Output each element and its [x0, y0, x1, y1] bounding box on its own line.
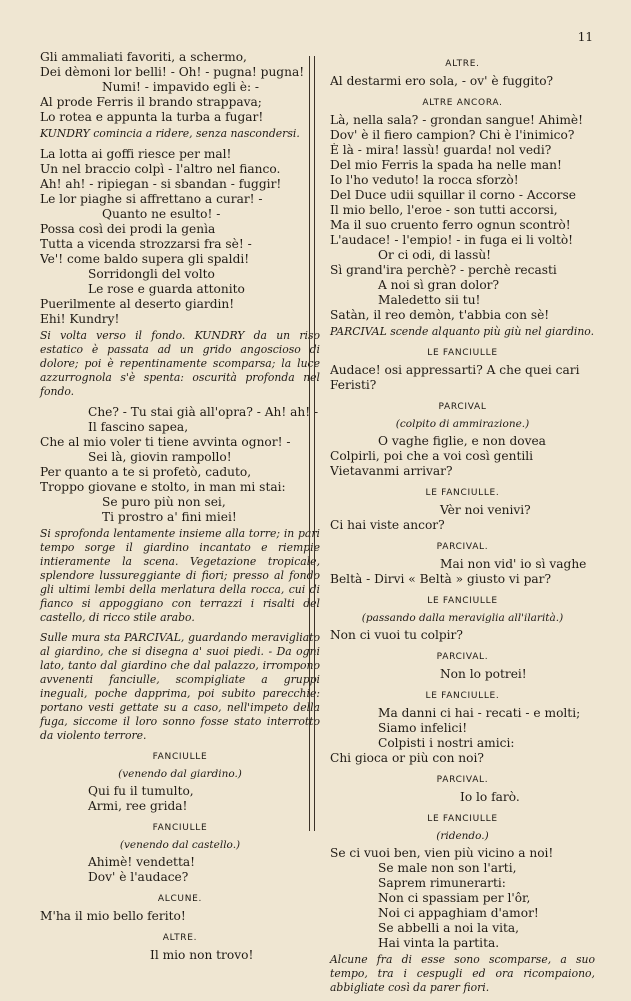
speaker-name: PARCIVAL: [438, 402, 487, 412]
stage-direction: Si sprofonda lentamente insieme alla torre; in pari tempo sorge il giardino incantato e riempie intieramente la scena. Vegetazione tropicale, splendore lussureggiante di fiori; presso al fondo gli ultimi lembi della merlatura della rocca, cui di fianco si appoggiano con terrazzi i risalti del castello, di ricco stile arabo.: [40, 527, 320, 624]
verse-line: Ma il suo cruento ferro ognun scontrò!: [330, 218, 571, 232]
verse-line: Se puro più non sei,: [102, 495, 226, 509]
verse-line: Vèr noi venivi?: [440, 503, 531, 517]
verse-line: A noi sì gran dolor?: [378, 278, 500, 292]
verse-line: Io lo farò.: [460, 790, 520, 804]
speaker-name: ALCUNE.: [157, 894, 203, 904]
verse-line: Che al mio voler ti tiene avvinta ognor! -: [40, 435, 291, 449]
stage-direction: Sulle mura sta PARCIVAL, guardando meravigliato al giardino, che si disegna a' suoi piedi. - Da ogni lato, tanto dal giardino che dal palazzo, irrompono avvenenti fanciulle, scompigliate a gruppi ineguali, poche dapprima, poi subito parecchie: portano vesti gettate su a caso, nell'impeto della fuga, siccome il loro sonno fosse stato interrotto da violento terrore.: [40, 631, 320, 742]
verse-line: Beltà - Dirvi « Beltà » giusto vi par?: [330, 572, 552, 586]
right-column: [330, 50, 595, 1001]
left-column: [40, 50, 320, 963]
verse-line: Feristi?: [330, 378, 377, 392]
stage-direction: Si volta verso il fondo. KUNDRY da un riso estatico è passata ad un grido angoscioso di dolore; poi è repentinamente scomparsa; la luce azzurrognola s'è spenta: oscurità profonda nel fondo.: [40, 329, 320, 398]
verse-line: Chi gioca or più con noi?: [330, 751, 484, 765]
verse-line: Al prode Ferris il brando strappava;: [40, 95, 262, 109]
column-divider: [309, 56, 315, 831]
verse-line: Colpisti i nostri amici:: [378, 736, 515, 750]
verse-line: Ci hai viste ancor?: [330, 518, 445, 532]
verse-line: Ve'! come baldo supera gli spaldi!: [40, 252, 250, 266]
speaker-name: LE FANCIULLE: [427, 814, 498, 824]
speaker-direction: (passando dalla meraviglia all'ilarità.): [361, 612, 564, 624]
speaker-name: LE FANCIULLE.: [425, 691, 500, 701]
speaker-direction: (venendo dal castello.): [119, 839, 241, 851]
verse-line: Hai vinta la partita.: [378, 936, 500, 950]
verse-line: Mai non vid' io sì vaghe: [440, 557, 587, 571]
speaker-name: FANCIULLE: [152, 823, 208, 833]
verse-line: Saprem rimunerarti:: [378, 876, 506, 890]
verse-line: Sì grand'ira perchè? - perchè recasti: [330, 263, 557, 277]
verse-line: Satàn, il reo demòn, t'abbia con sè!: [330, 308, 550, 322]
verse-line: Sei là, giovin rampollo!: [88, 450, 232, 464]
speaker-direction: (venendo dal giardino.): [118, 768, 242, 780]
verse-line: La lotta ai goffi riesce per mal!: [40, 147, 232, 161]
stage-direction: Alcune fra di esse sono scomparse, a suo tempo, tra i cespugli ed ora ricompaiono, abbigliate così da parer fiori.: [330, 953, 595, 994]
speaker-name: PARCIVAL.: [436, 542, 489, 552]
verse-line: Dei dèmoni lor belli! - Oh! - pugna! pugna!: [40, 65, 305, 79]
verse-line: L'audace! - l'empio! - in fuga ei li voltò!: [330, 233, 574, 247]
verse-line: Dov' è l'audace?: [88, 870, 189, 884]
speaker-name: PARCIVAL.: [436, 775, 489, 785]
verse-line: O vaghe figlie, e non dovea: [378, 434, 546, 448]
stage-direction: KUNDRY comincia a ridere, senza nascondersi.: [40, 127, 300, 140]
page-number: 11: [577, 30, 593, 44]
speaker-name: ALTRE ANCORA.: [422, 98, 503, 108]
verse-line: Io l'ho veduto! la rocca sforzò!: [330, 173, 519, 187]
speaker-name: LE FANCIULLE.: [425, 488, 500, 498]
verse-line: Numi! - impavido egli è: -: [102, 80, 260, 94]
verse-line: Audace! osi appressarti? A che quei cari: [330, 363, 580, 377]
verse-line: M'ha il mio bello ferito!: [40, 909, 186, 923]
verse-line: Le rose e guarda attonito: [88, 282, 245, 296]
speaker-name: FANCIULLE: [152, 752, 208, 762]
speaker-name: PARCIVAL.: [436, 652, 489, 662]
verse-line: Ahimè! vendetta!: [88, 855, 196, 869]
verse-line: Dov' è il fiero campion? Chi è l'inimico?: [330, 128, 575, 142]
stage-direction: PARCIVAL scende alquanto più giù nel giardino.: [330, 325, 595, 338]
verse-line: Se abbelli a noi la vita,: [378, 921, 520, 935]
verse-line: Noi ci appaghiam d'amor!: [378, 906, 539, 920]
verse-line: Lo rotea e appunta la turba a fugar!: [40, 110, 264, 124]
verse-line: Che? - Tu stai già all'opra? - Ah! ah! -: [88, 405, 319, 419]
verse-line: Puerilmente al deserto giardin!: [40, 297, 235, 311]
verse-line: Gli ammaliati favoriti, a schermo,: [40, 50, 247, 64]
verse-line: Un nel braccio colpì - l'altro nel fianco.: [40, 162, 281, 176]
speaker-name: ALTRE.: [445, 59, 480, 69]
verse-line: Se ci vuoi ben, vien più vicino a noi!: [330, 846, 554, 860]
verse-line: Il fascino sapea,: [88, 420, 189, 434]
verse-line: Se male non son l'arti,: [378, 861, 517, 875]
verse-line: Armi, ree grida!: [88, 799, 188, 813]
verse-line: Non lo potrei!: [440, 667, 527, 681]
verse-line: Troppo giovane e stolto, in man mi stai:: [40, 480, 286, 494]
speaker-direction: (colpito di ammirazione.): [395, 418, 530, 430]
verse-line: Il mio bello, l'eroe - son tutti accorsi,: [330, 203, 558, 217]
verse-line: Quanto ne esulto! -: [102, 207, 221, 221]
verse-line: Vietavanmi arrivar?: [330, 464, 453, 478]
speaker-name: LE FANCIULLE: [427, 596, 498, 606]
verse-line: Del Duce udii squillar il corno - Accorse: [330, 188, 576, 202]
verse-line: Non ci spassiam per l'ôr,: [378, 891, 531, 905]
verse-line: È là - mira! lassù! guarda! nol vedi?: [330, 143, 552, 157]
verse-line: Or ci odi, di lassù!: [378, 248, 492, 262]
verse-line: Tutta a vicenda strozzarsi fra sè! -: [40, 237, 252, 251]
verse-line: Sorridongli del volto: [88, 267, 215, 281]
verse-line: Maledetto sii tu!: [378, 293, 481, 307]
verse-line: Qui fu il tumulto,: [88, 784, 194, 798]
verse-line: Non ci vuoi tu colpir?: [330, 628, 463, 642]
verse-line: Siamo infelici!: [378, 721, 468, 735]
verse-line: Colpirli, poi che a voi così gentili: [330, 449, 534, 463]
verse-line: Al destarmi ero sola, - ov' è fuggito?: [330, 74, 554, 88]
verse-line: Possa così dei prodi la genìa: [40, 222, 216, 236]
verse-line: Là, nella sala? - grondan sangue! Ahimè!: [330, 113, 584, 127]
speaker-name: ALTRE.: [162, 933, 198, 943]
verse-line: Per quanto a te si profetò, caduto,: [40, 465, 252, 479]
speaker-name: LE FANCIULLE: [427, 348, 498, 358]
verse-line: Il mio non trovo!: [150, 948, 254, 962]
verse-line: Le lor piaghe si affrettano a curar! -: [40, 192, 263, 206]
speaker-direction: (ridendo.): [436, 830, 489, 842]
verse-line: Ma danni ci hai - recati - e molti;: [378, 706, 581, 720]
verse-line: Ah! ah! - ripiegan - si sbandan - fuggir!: [40, 177, 282, 191]
verse-line: Ti prostro a' fini miei!: [102, 510, 237, 524]
verse-line: Ehi! Kundry!: [40, 312, 120, 326]
verse-line: Del mio Ferris la spada ha nelle man!: [330, 158, 562, 172]
